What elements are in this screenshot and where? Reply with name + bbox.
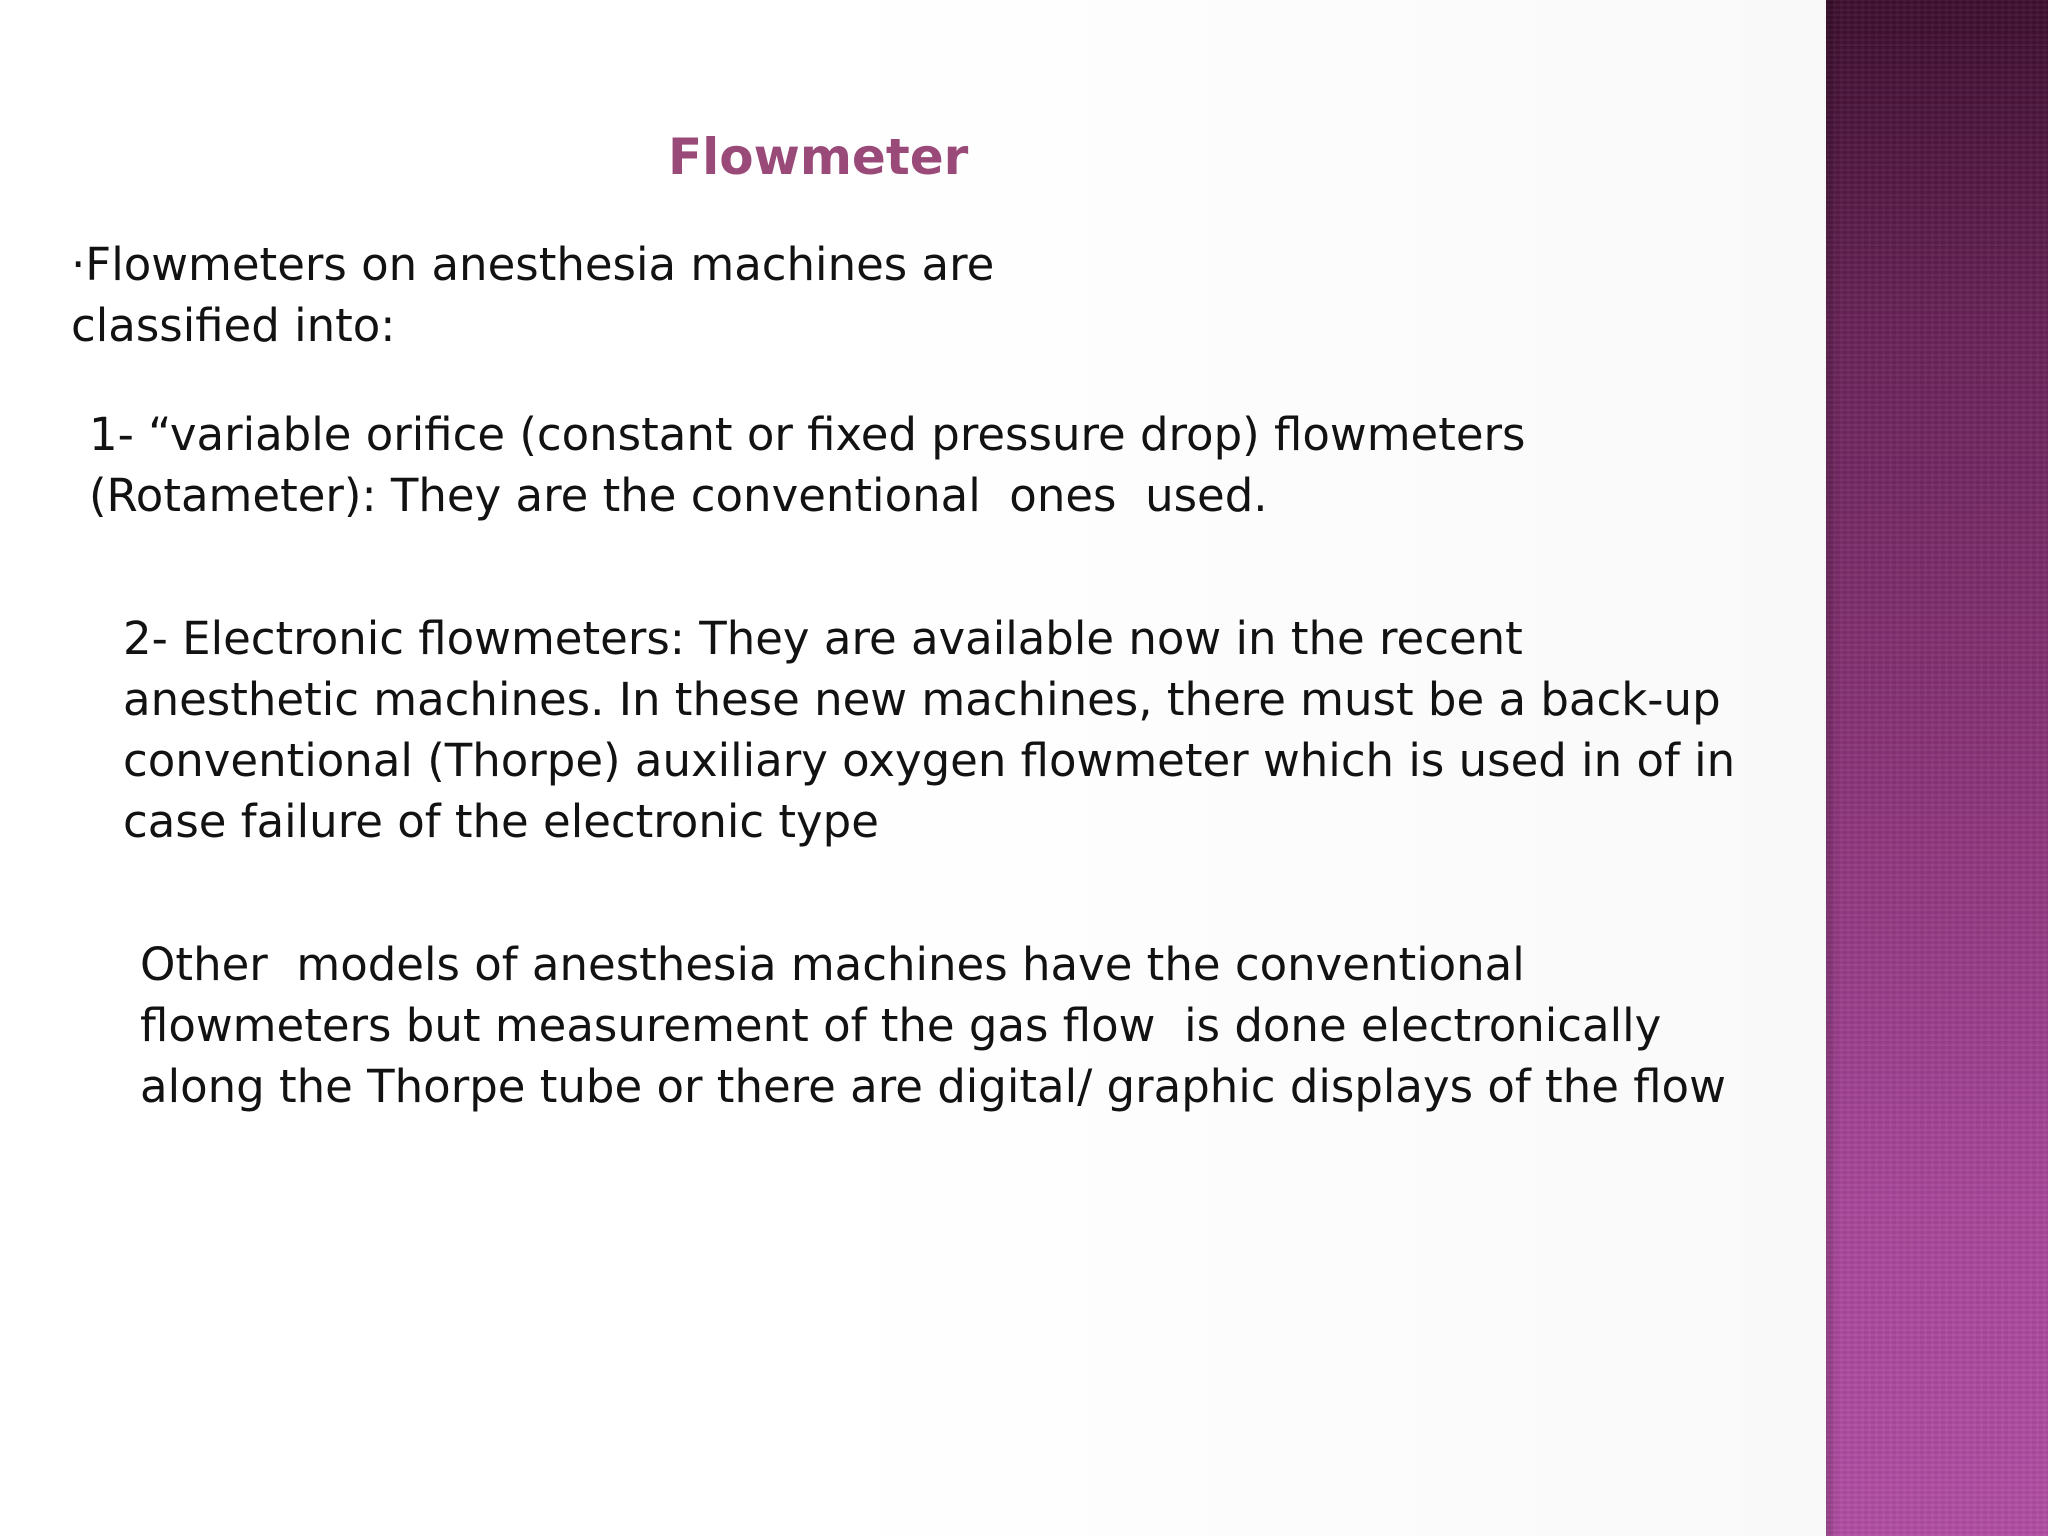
item2-line: case failure of the electronic type bbox=[123, 795, 879, 848]
item1-line: (Rotameter): They are the conventional ones used. bbox=[89, 469, 1268, 522]
other-line: along the Thorpe tube or there are digital/ graphic displays of the flow bbox=[140, 1060, 1726, 1113]
slide-title: Flowmeter bbox=[668, 128, 969, 186]
intro-line: classified into: bbox=[71, 299, 396, 352]
item1-line: 1- “variable orifice (constant or fixed pressure drop) flowmeters bbox=[89, 408, 1526, 461]
item2-line: conventional (Thorpe) auxiliary oxygen flowmeter which is used in of in bbox=[123, 734, 1736, 787]
side-bar-texture bbox=[1826, 0, 2048, 1536]
side-bar-edge-shadow bbox=[1826, 0, 1838, 1536]
item2-line: 2- Electronic flowmeters: They are available now in the recent bbox=[123, 612, 1523, 665]
list-item-variable-orifice bbox=[89, 404, 1525, 526]
other-line: flowmeters but measurement of the gas flow is done electronically bbox=[140, 999, 1662, 1052]
other-line: Other models of anesthesia machines have the conventional bbox=[140, 938, 1525, 991]
decorative-side-bar bbox=[1826, 0, 2048, 1536]
intro-paragraph bbox=[71, 234, 994, 356]
intro-line: ·Flowmeters on anesthesia machines are bbox=[71, 238, 995, 291]
item2-line: anesthetic machines. In these new machines, there must be a back-up bbox=[123, 673, 1721, 726]
other-models-paragraph bbox=[140, 934, 1726, 1117]
list-item-electronic-flowmeters bbox=[123, 608, 1735, 852]
